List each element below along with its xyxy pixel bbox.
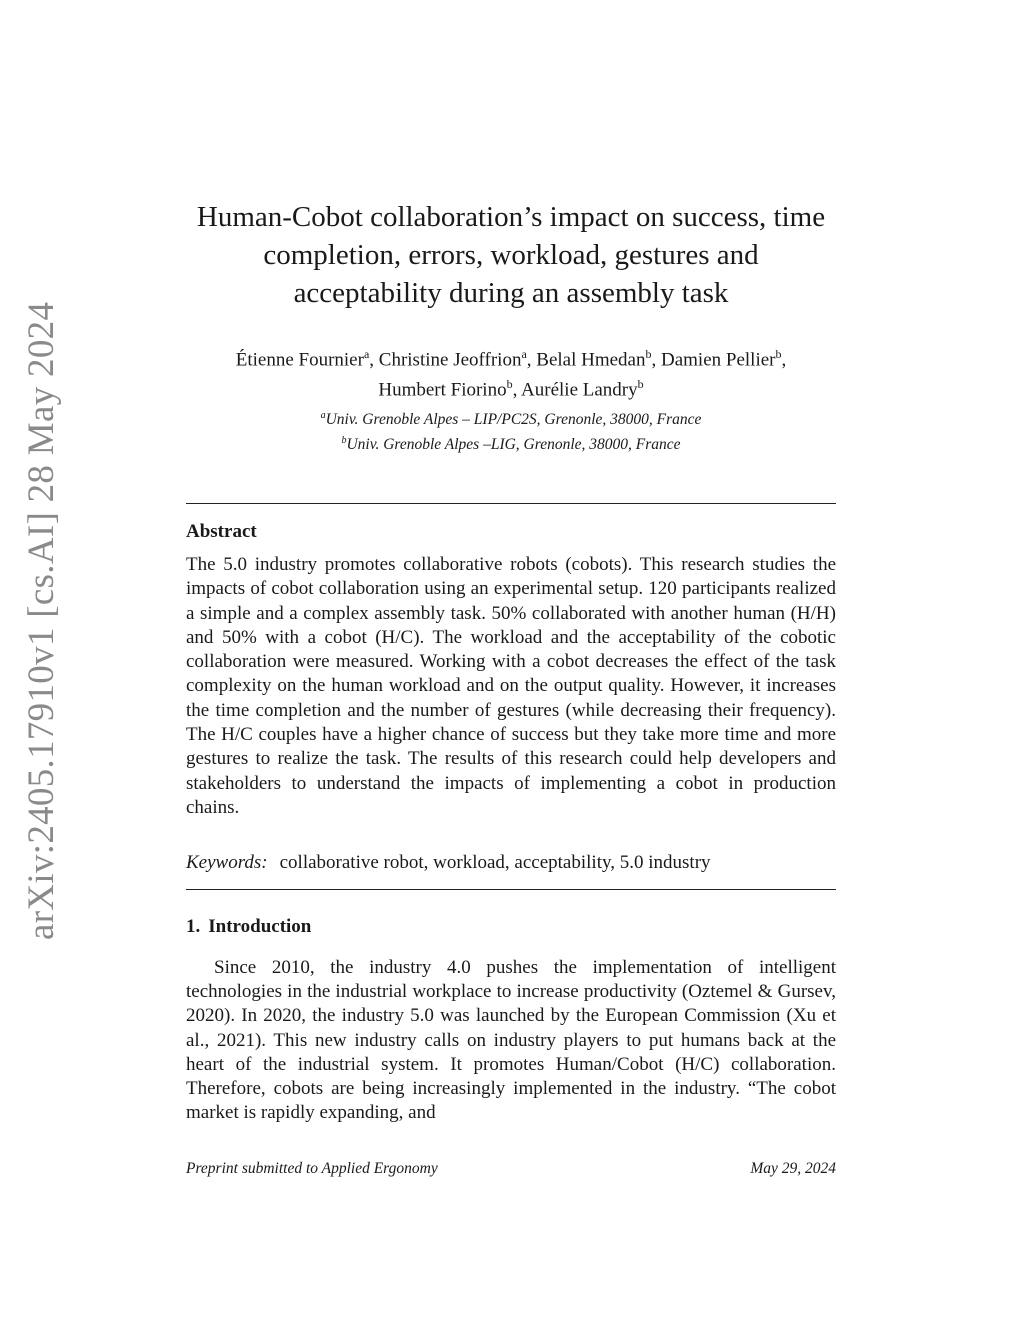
author-name: Humbert Fiorino [378,379,507,401]
affiliation-text: Univ. Grenoble Alpes –LIG, Grenonle, 38000, France [346,436,681,454]
paper-title: Human-Cobot collaboration’s impact on success, time completion, errors, workload, gestures and acceptability during an assembly task [196,201,826,309]
author-name: Damien Pellier [661,349,776,371]
affiliation-mark: b [645,347,652,361]
affiliation-line [186,405,836,430]
keywords [186,851,836,875]
abstract-heading: Abstract [186,521,257,542]
affiliation-mark: a [320,410,326,421]
introduction-text: Since 2010, the industry 4.0 pushes the implementation of intelligent technologies in the industrial workplace to increase productivity (Oztemel & Gursev, 2020). In 2020, the industry 5.0 was launched by the European Commission (Xu et al., 2021). This new industry calls on industry players to put humans back at the heart of the industrial system. It promotes Human/Cobot (H/C) collaboration. Therefore, cobots are being increasingly implemented in the industry. “The cobot market is rapidly expanding, and [186,957,836,1124]
keywords-label: Keywords: [186,852,268,873]
author-list: Étienne Fournier$^a$, Christine Jeoffrion$^a$, Belal Hmedan$^b$, Damien Pellier$^b$, Humbert Fiorino$^b$, Aurélie Landry$^b$ [235,347,787,401]
arxiv-identifier-stamp: arXiv:2405.17910v1 [cs.AI] 28 May 2024 [21,301,62,940]
author-name: Christine Jeoffrion [378,349,522,371]
affiliation-text: Univ. Grenoble Alpes – LIP/PC2S, Grenonle, 38000, France [325,411,702,429]
affiliations [186,405,836,455]
affiliation-mark: b [775,347,782,361]
affiliation-mark: a [363,347,370,361]
affiliation-mark: b [506,377,513,392]
abstract-text: The 5.0 industry promotes collaborative robots (cobots). This research studies the impacts of cobot collaboration using an experimental setup. 120 participants realized a simple and a complex assembly task. 50% collaborated with another human (H/H) and 50% with a cobot (H/C). The workload and the acceptability of the cobotic collaboration were measured. Working with a cobot decreases the effect of the task complexity on the human workload and on the output quality. However, it increases the time completion and the number of gestures (while decreasing their frequency). The H/C couples have a higher chance of success but they take more time and more gestures to realize the task. The results of this research could help developers and stakeholders to understand the impacts of implementing a cobot in production chains. [186,554,836,818]
section-title: Introduction [208,916,312,937]
footer-date: May 29, 2024 [750,1160,836,1177]
introduction-heading [186,916,311,938]
affiliation-mark: b [637,377,644,392]
affiliation-mark: a [521,347,527,361]
affiliation-line [186,430,836,455]
author-name: Étienne Fournier [235,349,364,371]
keywords-text: collaborative robot, workload, acceptability, 5.0 industry [279,852,711,873]
affiliation-mark: b [341,435,347,447]
footer-preprint-note: Preprint submitted to Applied Ergonomy [186,1160,438,1177]
abstract-top-rule [186,503,836,504]
author-name: Belal Hmedan [536,349,646,371]
author-name: Aurélie Landry [521,379,638,401]
abstract-bottom-rule [186,889,836,890]
section-number: 1. [186,916,201,937]
